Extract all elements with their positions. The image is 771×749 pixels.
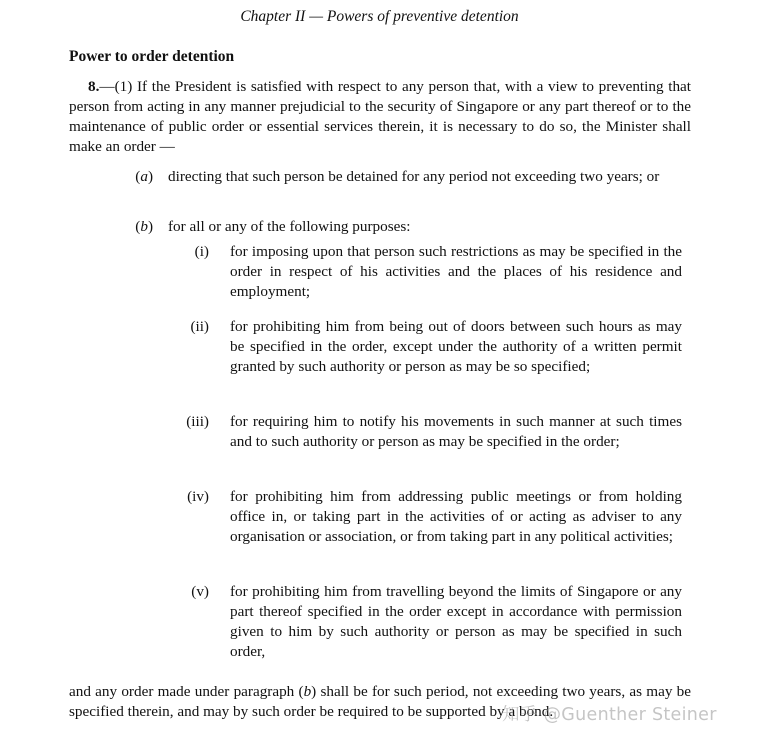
paragraph-b [135, 217, 692, 237]
section-heading: Power to order detention [69, 48, 235, 65]
subparagraph-ii [190, 317, 682, 377]
subparagraph-i [194, 242, 682, 302]
paragraph-a-text: directing that such person be detained for any period not exceeding two years; or [168, 168, 660, 185]
paragraph-b-text: for all or any of the following purposes: [168, 218, 411, 235]
subparagraph-v-label: (v) [191, 583, 209, 600]
subparagraph-i-label: (i) [194, 243, 209, 260]
section-number: 8. [88, 78, 100, 95]
section-8-subsection-1 [69, 77, 691, 157]
paragraph-a [135, 167, 692, 187]
closing-text-before: and any order made under paragraph ( [69, 683, 304, 700]
paragraph-a-label: (a) [135, 168, 153, 185]
subparagraph-v [191, 582, 682, 662]
subparagraph-ii-text: for prohibiting him from being out of doors between such hours as may be specified in the order, except under the authority of a written permit granted by such authority or person as may be so specified; [230, 318, 682, 375]
paragraph-b-label: (b) [135, 218, 153, 235]
subparagraph-ii-label: (ii) [190, 318, 209, 335]
closing-text-after: ) shall be for such period, not exceeding two years, as may be specified therein, and may by such order be required to be supported by a bond. [69, 683, 691, 720]
closing-paragraph-ref: b [303, 683, 312, 700]
subparagraph-iii [186, 412, 682, 452]
section-body-text: If the President is satisfied with respect to any person that, with a view to preventing that person from acting in any manner prejudicial to the security of Singapore or any part thereof or to the maintenance of public order or essential services therein, it is necessary to do so, the Minister shall make an order — [69, 78, 691, 155]
subparagraph-iv-label: (iv) [187, 488, 209, 505]
subsection-number: —(1) [99, 78, 133, 95]
subparagraph-iii-text: for requiring him to notify his movements in such manner at such times and to such authority or person as may be specified in the order; [230, 413, 682, 450]
chapter-title: Chapter II — Powers of preventive detention [240, 8, 519, 25]
watermark: 知乎 @Guenther Steiner [502, 705, 717, 725]
subparagraph-iii-label: (iii) [186, 413, 209, 430]
subparagraph-i-text: for imposing upon that person such restrictions as may be specified in the order in respect of his activities and the places of his residence and employment; [230, 243, 682, 300]
subparagraph-iv [187, 487, 682, 547]
subparagraph-iv-text: for prohibiting him from addressing public meetings or from holding office in, or taking part in the activities of or acting as adviser to any organisation or association, or from taking part in any political activities; [230, 488, 682, 545]
subparagraph-v-text: for prohibiting him from travelling beyond the limits of Singapore or any part thereof specified in the order except in accordance with permission given to him by such authority or person as may be specified in such order, [230, 583, 682, 660]
